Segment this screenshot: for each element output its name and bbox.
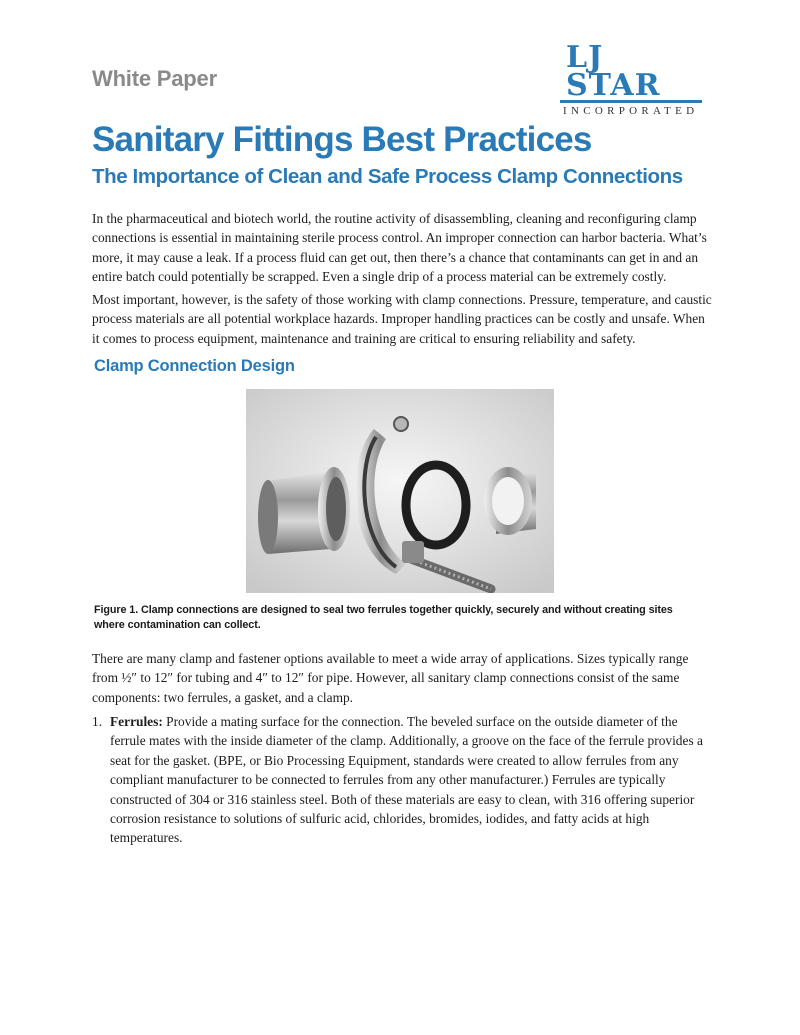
list-item-text: Provide a mating surface for the connection. The beveled surface on the outside diameter of the ferrule mates with the inside diameter of the clamp. Additionally, a groove on the face of the ferrule provides a seat for the gasket. (BPE, or Bio Processing Equipment, standards were created to allow ferrules from any compliant manufacturer to be connected to ferrules from any other manufacturer.) Ferrules are typically constructed of 304 or 316 stainless steel. Both of these materials are easy to clean, with 316 offering superior corrosion resistance to solutions of sulfuric acid, chlorides, bromides, iodides, and fatty acids at high temperatures. <box>110 714 703 846</box>
section-heading: Clamp Connection Design <box>94 357 295 375</box>
list-item-term: Ferrules: <box>110 714 163 729</box>
components-paragraph: There are many clamp and fastener options available to meet a wide array of applications. Sizes typically range from ½″ to 12″ for tubing and 4″ to 12″ for pipe. However, all sanitary clamp connections consist of the same components: two ferrules, a gasket, and a clamp. <box>92 651 689 705</box>
intro-paragraph: In the pharmaceutical and biotech world, the routine activity of disassembling, cleaning and reconfiguring clamp connections is essential in maintaining sterile process control. An improper connection can harbor bacteria. What’s more, it may cause a leak. If a process fluid can get out, then there’s a chance that contaminants can get in and an entire batch could potentially be scrapped. Even a single drip of a process material can be extremely costly. <box>92 211 707 285</box>
page-subtitle: The Importance of Clean and Safe Process Clamp Connections <box>92 165 683 188</box>
logo-wordmark: LJ STAR <box>560 44 702 103</box>
clamp-connection-illustration <box>246 389 554 593</box>
components-list <box>92 712 712 848</box>
company-logo <box>560 40 710 117</box>
document-type-label: White Paper <box>92 66 217 91</box>
logo-subtitle: INCORPORATED <box>563 105 699 117</box>
page-title: Sanitary Fittings Best Practices <box>92 120 592 159</box>
clamp-connection-figure <box>246 389 554 593</box>
list-item <box>92 712 712 848</box>
figure-caption: Figure 1. Clamp connections are designed to seal two ferrules together quickly, securely and without creating sites where contamination can collect. <box>94 604 673 631</box>
safety-paragraph: Most important, however, is the safety of those working with clamp connections. Pressure, temperature, and caustic process materials are all potential workplace hazards. Improper handling practices can be costly and unsafe. When it comes to process equipment, maintenance and training are critical to ensuring reliability and safety. <box>92 292 712 346</box>
list-item-number: 1. <box>92 714 103 729</box>
